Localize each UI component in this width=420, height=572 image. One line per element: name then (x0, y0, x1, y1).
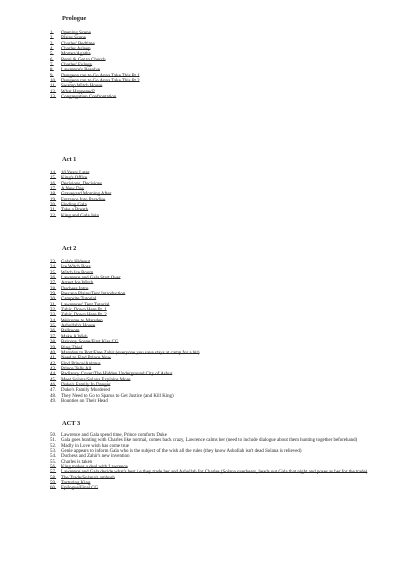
list-item-text: Zahir, Down Here Pt. 2 (61, 313, 107, 319)
list-item-number: 43. (50, 366, 57, 372)
list-item-text: King makes a deal with Lawrence (61, 465, 128, 471)
list-item-text: Pascana Plains/Tent Introduction (61, 292, 126, 298)
list-item-number: 25. (50, 270, 57, 276)
list-item-number: 42. (50, 361, 57, 367)
list-item-number: 40. (50, 350, 57, 356)
list-item-number: 54. (50, 454, 57, 460)
list-item (50, 95, 395, 100)
list-item-number: 20. (50, 203, 57, 209)
list-item-number: 37. (50, 334, 57, 340)
list-item-text: Lawrence's Resolve (61, 68, 101, 74)
list-item-text: Ice Witch Boss (61, 265, 91, 271)
list-item-number: 51. (50, 438, 57, 444)
list-item-number: 28. (50, 286, 57, 292)
list-item-text: Marsden to Port/Free Zahir (everyone you save stays at camp for a bit) (61, 350, 200, 356)
list-item-text: Remi & Get to Church (61, 57, 106, 63)
list-item-number: 16. (50, 181, 57, 187)
list-item-number: 13. (50, 95, 57, 101)
list-item-number: 46. (50, 382, 57, 388)
list-item-text: Graveyard Morning After (61, 192, 112, 198)
list-item-text: Prince Tells All (61, 366, 92, 372)
list-item-text: Decisions, Decisions (61, 181, 103, 187)
list-item-number: 8. (50, 68, 54, 74)
list-item-text: Dungeon ran to Go Anna Take This Pt 2 (61, 79, 140, 85)
section-heading-act-2: Act 2 (62, 245, 77, 252)
list-item-text: The Trade/Solana's ambush (61, 475, 115, 481)
list-item-text: Lawrence and Gala spend time, Prince comforts Duke (61, 433, 167, 438)
list-item-text: King's Office (61, 176, 88, 182)
list-item-text: Radiancy Cover/The Hidden Underground City of Ashur (61, 372, 173, 378)
list-item-text: Genie appears to inform Gala who is the subject of the wish all the rules (they know Ashollah isn't dead Solana is relieved) (61, 449, 302, 455)
list-item-text: Find Prince/Animus (61, 361, 101, 367)
list-item-text: Duchess and Zahir's new invention (61, 454, 130, 460)
list-item-text: Welcome to Marsden (61, 318, 103, 324)
list-item-number: 11. (50, 84, 56, 90)
list-item-text: Swamp Witch House (61, 84, 103, 90)
list-item-number: 18. (50, 192, 57, 198)
list-item-text: 10 Years Later (61, 171, 90, 176)
list-item-number: 30. (50, 297, 57, 303)
list-item-number: 49. (50, 398, 57, 404)
list-item-number: 19. (50, 197, 57, 203)
list-item-text: Opening Scene (61, 31, 91, 36)
list-item-number: 52. (50, 443, 57, 449)
list-item-number: 48. (50, 393, 57, 399)
list-item-text: Lawrence and Gala Start Over (61, 276, 121, 282)
list-item-number: 47. (50, 388, 57, 394)
list-item-number: 2. (50, 36, 54, 42)
list-item-text: Ballroom (61, 329, 80, 335)
list-item-number: 50. (50, 433, 57, 438)
list-item-number: 7. (50, 63, 54, 69)
list-item-number: 35. (50, 324, 57, 330)
list-item-text: Congregation Confrontation (61, 95, 117, 101)
list-item (50, 399, 395, 404)
section-list-act-1 (50, 171, 395, 219)
list-item-text: Meet Solana/Solana Explains More (61, 377, 131, 383)
list-item-number: 29. (50, 292, 57, 298)
list-item-text: Plains Scene (61, 36, 86, 42)
list-item-text: Dungeon ran to Go Anna Take This Pt 1 (61, 73, 140, 79)
list-item-text: Make A Wish (61, 334, 88, 340)
section-list-prologue (50, 31, 395, 100)
list-item-text: Arrest Ice Witch (61, 281, 94, 287)
list-item-number: 31. (50, 302, 57, 308)
list-item-number: 6. (50, 57, 54, 63)
list-item-text: Charles' Eulogy (61, 63, 93, 69)
list-item-text: Finding Gala (61, 203, 87, 209)
section-heading-act-1: Act 1 (62, 156, 77, 163)
list-item-number: 57. (50, 470, 57, 476)
list-item-number: 53. (50, 449, 57, 455)
list-item-number: 10. (50, 79, 57, 85)
list-item (50, 214, 395, 219)
list-item-number: 60. (50, 486, 57, 492)
list-item-text: Charles Asleep (61, 47, 91, 53)
list-item-text: Lawrences' Tent Tutorial (61, 302, 110, 308)
list-item-text: Lawrence and Gala decide what's best i.e they trade her and Ashollah for Charles (Solana overhears, heads out Gala that night and poses as her for the trade) (61, 470, 368, 476)
list-item-text: Balcony Scene/First Kiss CG (61, 340, 119, 346)
list-item-text: Charles is taken (61, 459, 93, 465)
list-item-number: 17. (50, 187, 57, 193)
list-item-number: 27. (50, 281, 57, 287)
section-heading-act-3: ACT 3 (62, 420, 81, 427)
list-item-text: Gala's Hideout (61, 260, 90, 265)
list-item-number: 3. (50, 41, 54, 47)
list-item-text: Torturing King (61, 481, 91, 487)
list-item-text: Gala goes hunting with Charles like normal, comes back crazy, Lawrence calms her (need to include dialogue about them hunting together beforehand) (61, 438, 358, 444)
list-item-text: Ashollah's House (61, 324, 96, 330)
list-item-text: Duke's Family Murdered (61, 388, 110, 394)
list-item-number: 59. (50, 481, 57, 487)
list-item-text: A New Day (61, 187, 85, 193)
list-item-text: Duchess Intro (61, 286, 89, 292)
list-item-number: 23. (50, 260, 57, 265)
list-item-number: 36. (50, 329, 57, 335)
list-item-text: Take a Breath (61, 208, 89, 214)
list-item-text: Duke's Family In Danger (61, 382, 111, 388)
list-item-number: 12. (50, 89, 57, 95)
list-item-number: 21. (50, 208, 57, 214)
list-item-number: 56. (50, 465, 57, 471)
list-item-text: King and Gala Join (61, 213, 99, 219)
list-item-text: Bounties on Their Head (61, 398, 108, 404)
list-item-text: Mortez/Agatha (61, 52, 91, 58)
list-item-number: 9. (50, 73, 54, 79)
list-item-number: 34. (50, 318, 57, 324)
list-item (50, 486, 395, 491)
list-item-number: 24. (50, 265, 57, 271)
section-list-act-2 (50, 260, 395, 404)
list-item-text: They Need to Go to Sparus to Get Justice (and Kill King) (61, 393, 174, 399)
list-item-number: 26. (50, 276, 57, 282)
list-item-number: 38. (50, 340, 57, 346)
list-item-number: 5. (50, 52, 54, 58)
list-item-text: Campsite Tutorial (61, 297, 97, 303)
list-item-number: 44. (50, 372, 57, 378)
list-item-text: Charles' Bedtime (61, 41, 95, 47)
list-item-number: 22. (50, 213, 57, 219)
list-item-text: Witch Ice Room (61, 270, 94, 276)
list-item-number: 55. (50, 459, 57, 465)
section-list-act-3 (50, 433, 395, 492)
list-item-text: Epilogue/Final CG (61, 486, 99, 492)
list-item-number: 4. (50, 47, 54, 53)
list-item-text: Ring Thief (61, 345, 83, 351)
list-item-text: Madly in Love wish has come true (61, 443, 129, 449)
list-item-number: 15. (50, 176, 57, 182)
list-item-text: Entrance Into Paradise (61, 197, 106, 203)
list-item-number: 1. (50, 31, 54, 36)
list-item-number: 45. (50, 377, 57, 383)
list-item-number: 33. (50, 313, 57, 319)
list-item-number: 32. (50, 308, 57, 314)
section-heading-prologue: Prologue (62, 15, 87, 22)
list-item-text: Zahir, Down Here Pt. 1 (61, 308, 107, 314)
list-item-text: Need to Find Prince Now (61, 356, 111, 362)
list-item-number: 41. (50, 356, 57, 362)
list-item-number: 14. (50, 171, 57, 176)
list-item-text: What Happened? (61, 89, 95, 95)
list-item-number: 39. (50, 345, 57, 351)
list-item-number: 58. (50, 475, 57, 481)
